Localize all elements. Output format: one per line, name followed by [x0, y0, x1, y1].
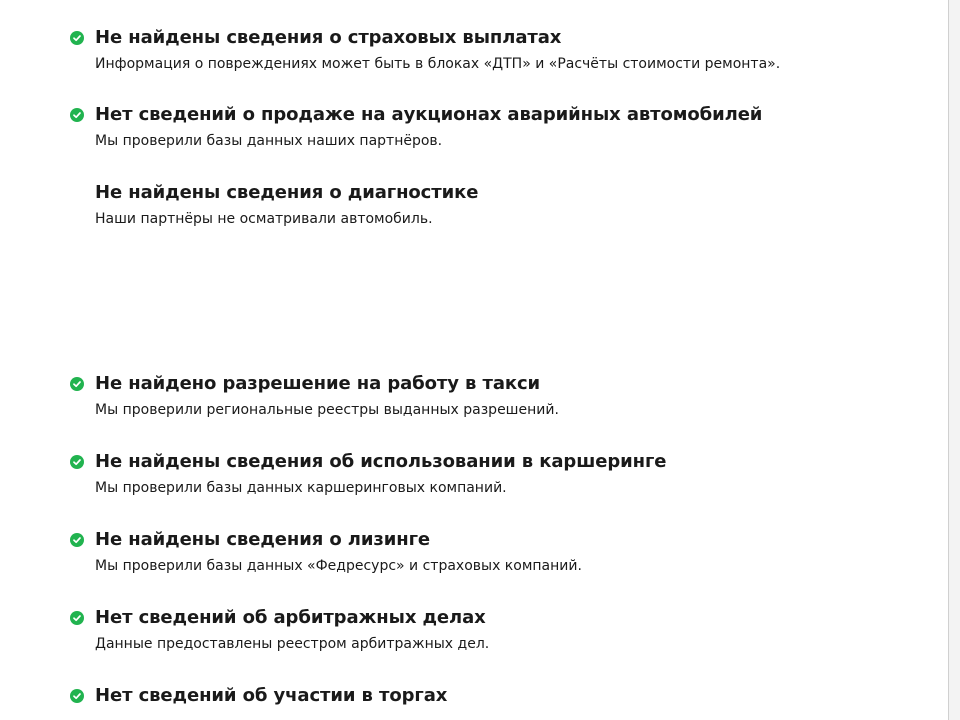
check-circle-icon — [70, 108, 84, 122]
item-description: Наши партнёры не осматривали автомобиль. — [95, 211, 433, 227]
check-item-insurance-payouts — [70, 26, 930, 73]
check-circle-icon — [70, 455, 84, 469]
check-item-tenders — [70, 684, 930, 713]
scrollbar-track[interactable] — [949, 0, 960, 720]
item-description: Информация о повреждениях может быть в блоках «ДТП» и «Расчёты стоимости ремонта». — [95, 56, 781, 72]
check-circle-icon — [70, 533, 84, 547]
check-circle-icon — [70, 31, 84, 45]
item-title: Нет сведений о продаже на аукционах аварийных автомобилей — [95, 104, 763, 125]
check-item-auction-sales — [70, 103, 930, 150]
item-title-row — [70, 450, 930, 474]
check-circle-icon — [70, 611, 84, 625]
item-title: Не найдены сведения о диагностике — [95, 182, 479, 203]
item-title: Не найдены сведения об использовании в каршеринге — [95, 451, 667, 472]
item-title-row — [70, 372, 930, 396]
item-title: Нет сведений об арбитражных делах — [95, 607, 486, 628]
check-item-taxi-permit — [70, 372, 930, 419]
item-title-row — [70, 103, 930, 127]
check-item-diagnostics — [70, 181, 930, 228]
item-description: Мы проверили базы данных наших партнёров. — [95, 133, 443, 149]
check-item-carsharing — [70, 450, 930, 497]
item-title-row — [70, 26, 930, 50]
item-title-row — [70, 528, 930, 552]
check-item-arbitration — [70, 606, 930, 653]
item-title-row — [70, 684, 930, 708]
item-description: Мы проверили базы данных каршеринговых компаний. — [95, 480, 507, 496]
item-title: Не найдены сведения о лизинге — [95, 529, 430, 550]
item-title: Нет сведений об участии в торгах — [95, 685, 448, 706]
item-title-row — [70, 181, 930, 205]
item-description: Мы проверили базы данных «Федресурс» и страховых компаний. — [95, 558, 582, 574]
check-item-leasing — [70, 528, 930, 575]
item-title: Не найдены сведения о страховых выплатах — [95, 27, 562, 48]
item-title: Не найдено разрешение на работу в такси — [95, 373, 541, 394]
item-title-row — [70, 606, 930, 630]
check-circle-icon — [70, 377, 84, 391]
check-circle-icon — [70, 689, 84, 703]
item-description: Данные предоставлены реестром арбитражных дел. — [95, 636, 490, 652]
icon-placeholder — [70, 186, 84, 200]
item-description: Мы проверили региональные реестры выданных разрешений. — [95, 402, 559, 418]
